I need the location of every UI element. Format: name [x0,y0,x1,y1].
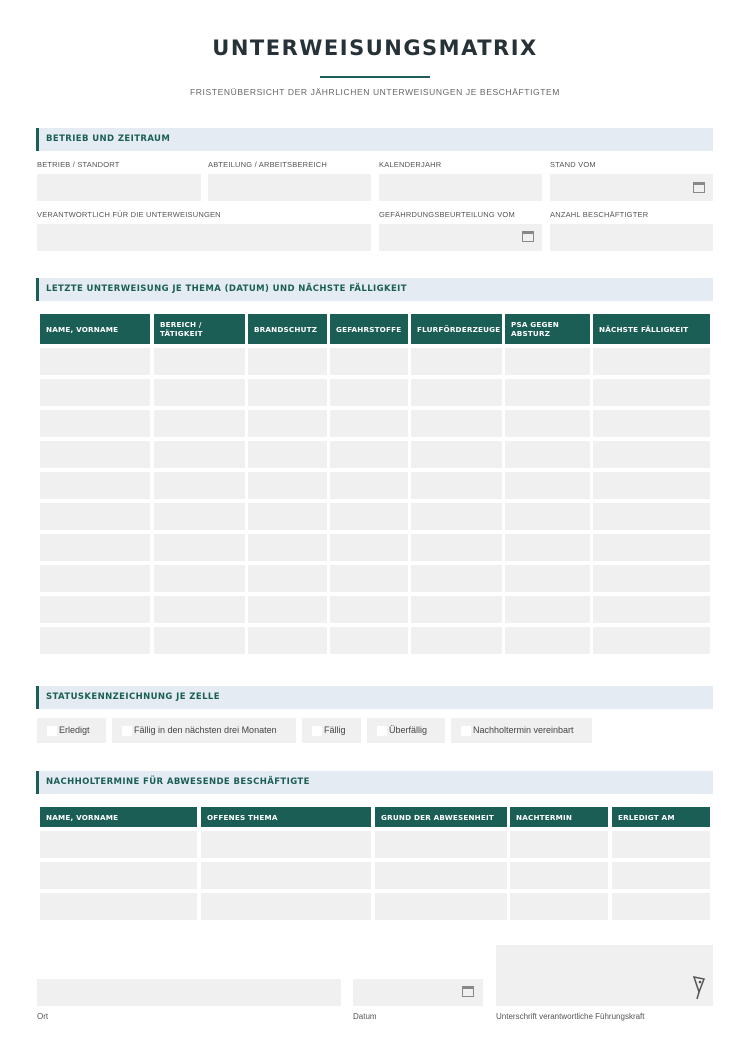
betrieb-field[interactable] [37,174,201,201]
table-cell[interactable] [40,893,197,920]
column-header: BRANDSCHUTZ [248,314,327,344]
table-cell[interactable] [201,893,371,920]
table-cell[interactable] [330,534,408,561]
status-faellig-drei-monate[interactable] [112,718,296,743]
section-heading-text: LETZTE UNTERWEISUNG JE THEMA (DATUM) UND NÄCHSTE FÄLLIGKEIT [46,284,407,294]
label-betrieb: BETRIEB / STANDORT [37,160,120,169]
table-cell[interactable] [593,503,710,530]
label-anzahl: ANZAHL BESCHÄFTIGTER [550,210,649,219]
table-cell[interactable] [40,534,150,561]
column-header: NACHTERMIN [510,807,608,827]
label-abteilung: ABTEILUNG / ARBEITSBEREICH [208,160,327,169]
table-cell[interactable] [248,348,327,375]
kalenderjahr-field[interactable] [379,174,542,201]
table-cell[interactable] [612,862,710,889]
status-nachholtermin[interactable] [451,718,592,743]
table-cell[interactable] [593,441,710,468]
column-header: ERLEDIGT AM [612,807,710,827]
column-header: GEFAHRSTOFFE [330,314,408,344]
table-cell[interactable] [593,534,710,561]
table-cell[interactable] [375,862,507,889]
signature-field[interactable] [496,945,713,1006]
section-heading-nachhol [36,771,713,794]
table-cell[interactable] [154,565,245,592]
status-ueberfaellig[interactable] [367,718,445,743]
table-cell[interactable] [248,565,327,592]
table-cell[interactable] [248,410,327,437]
table-cell[interactable] [330,565,408,592]
table-cell[interactable] [612,893,710,920]
checkbox-icon[interactable] [377,726,387,736]
table-cell[interactable] [330,472,408,499]
label-gefaehrdung: GEFÄHRDUNGSBEURTEILUNG VOM [379,210,515,219]
table-cell[interactable] [248,534,327,561]
table-cell[interactable] [411,441,502,468]
table-cell[interactable] [593,379,710,406]
table-cell[interactable] [330,379,408,406]
status-label: Erledigt [59,725,90,735]
table-cell[interactable] [593,627,710,654]
column-header: NÄCHSTE FÄLLIGKEIT [593,314,710,344]
table-cell[interactable] [154,441,245,468]
table-cell[interactable] [330,410,408,437]
section-heading-text: NACHHOLTERMINE FÜR ABWESENDE BESCHÄFTIGTE [46,777,310,787]
section-heading-betrieb [36,128,713,151]
table-cell[interactable] [505,503,590,530]
table-cell[interactable] [411,503,502,530]
checkbox-icon[interactable] [461,726,471,736]
table-cell[interactable] [330,627,408,654]
table-cell[interactable] [411,472,502,499]
ort-field[interactable] [37,979,341,1006]
unterschrift-label: Unterschrift verantwortliche Führungskraft [496,1012,645,1021]
table-cell[interactable] [248,441,327,468]
label-stand: STAND VOM [550,160,596,169]
datum-label: Datum [353,1012,377,1021]
table-cell[interactable] [411,348,502,375]
table-cell[interactable] [505,627,590,654]
table-cell[interactable] [505,534,590,561]
calendar-icon[interactable] [693,182,705,193]
ort-label: Ort [37,1012,49,1021]
table-cell[interactable] [411,565,502,592]
table-cell[interactable] [612,831,710,858]
table-cell[interactable] [330,596,408,623]
table-cell[interactable] [154,410,245,437]
table-cell[interactable] [510,862,608,889]
table-cell[interactable] [40,410,150,437]
table-cell[interactable] [505,441,590,468]
table-cell[interactable] [593,472,710,499]
status-label: Fällig in den nächsten drei Monaten [134,725,277,735]
table-cell[interactable] [248,503,327,530]
label-kalenderjahr: KALENDERJAHR [379,160,442,169]
status-label: Überfällig [389,725,428,735]
verantwortlich-field[interactable] [37,224,371,251]
column-header: FLURFÖRDERZEUGE [411,314,502,344]
table-cell[interactable] [201,862,371,889]
table-cell[interactable] [330,503,408,530]
table-cell[interactable] [40,472,150,499]
table-cell[interactable] [411,596,502,623]
page-subtitle: FRISTENÜBERSICHT DER JÄHRLICHEN UNTERWEISUNGEN JE BESCHÄFTIGTEM [190,87,560,97]
table-cell[interactable] [510,893,608,920]
table-cell[interactable] [505,410,590,437]
table-cell[interactable] [40,441,150,468]
table-cell[interactable] [505,379,590,406]
table-cell[interactable] [411,410,502,437]
title-divider [320,76,430,78]
pen-icon [691,974,707,1002]
label-verantwortlich: VERANTWORTLICH FÜR DIE UNTERWEISUNGEN [37,210,221,219]
table-cell[interactable] [40,379,150,406]
checkbox-icon[interactable] [312,726,322,736]
calendar-icon[interactable] [462,986,474,997]
column-header: GRUND DER ABWESENHEIT [375,807,507,827]
gefaehrdung-date-field[interactable] [379,224,542,251]
table-cell[interactable] [40,627,150,654]
table-cell[interactable] [505,565,590,592]
table-cell[interactable] [330,348,408,375]
table-cell[interactable] [154,472,245,499]
table-cell[interactable] [154,627,245,654]
section-heading-text: BETRIEB UND ZEITRAUM [46,134,171,144]
table-cell[interactable] [248,472,327,499]
table-cell[interactable] [201,831,371,858]
section-heading-status [36,686,713,709]
table-cell[interactable] [593,348,710,375]
table-cell[interactable] [411,627,502,654]
table-cell[interactable] [248,379,327,406]
table-cell[interactable] [505,348,590,375]
table-cell[interactable] [154,534,245,561]
table-cell[interactable] [505,472,590,499]
checkbox-icon[interactable] [47,726,57,736]
table-cell[interactable] [593,410,710,437]
anzahl-field[interactable] [550,224,713,251]
table-cell[interactable] [248,627,327,654]
status-label: Fällig [324,725,346,735]
table-cell[interactable] [154,379,245,406]
table-cell[interactable] [40,862,197,889]
status-erledigt[interactable] [37,718,106,743]
table-cell[interactable] [40,596,150,623]
table-cell[interactable] [375,831,507,858]
table-cell[interactable] [375,893,507,920]
section-heading-matrix [36,278,713,301]
column-header: OFFENES THEMA [201,807,371,827]
checkbox-icon[interactable] [122,726,132,736]
column-header: NAME, VORNAME [40,807,197,827]
abteilung-field[interactable] [208,174,371,201]
table-cell[interactable] [411,379,502,406]
column-header: BEREICH / TÄTIGKEIT [154,314,245,344]
calendar-icon[interactable] [522,231,534,242]
table-cell[interactable] [40,831,197,858]
table-cell[interactable] [154,348,245,375]
column-header: NAME, VORNAME [40,314,150,344]
table-cell[interactable] [248,596,327,623]
table-cell[interactable] [154,596,245,623]
section-heading-text: STATUSKENNZEICHNUNG JE ZELLE [46,692,220,702]
table-cell[interactable] [40,348,150,375]
table-cell[interactable] [154,503,245,530]
table-cell[interactable] [411,534,502,561]
table-cell[interactable] [593,596,710,623]
table-cell[interactable] [510,831,608,858]
table-cell[interactable] [330,441,408,468]
status-label: Nachholtermin vereinbart [473,725,574,735]
table-cell[interactable] [40,565,150,592]
table-cell[interactable] [593,565,710,592]
stand-date-field[interactable] [550,174,713,201]
status-faellig[interactable] [302,718,361,743]
page-title: UNTERWEISUNGSMATRIX [212,36,538,60]
column-header: PSA GEGEN ABSTURZ [505,314,590,344]
table-cell[interactable] [505,596,590,623]
table-cell[interactable] [40,503,150,530]
